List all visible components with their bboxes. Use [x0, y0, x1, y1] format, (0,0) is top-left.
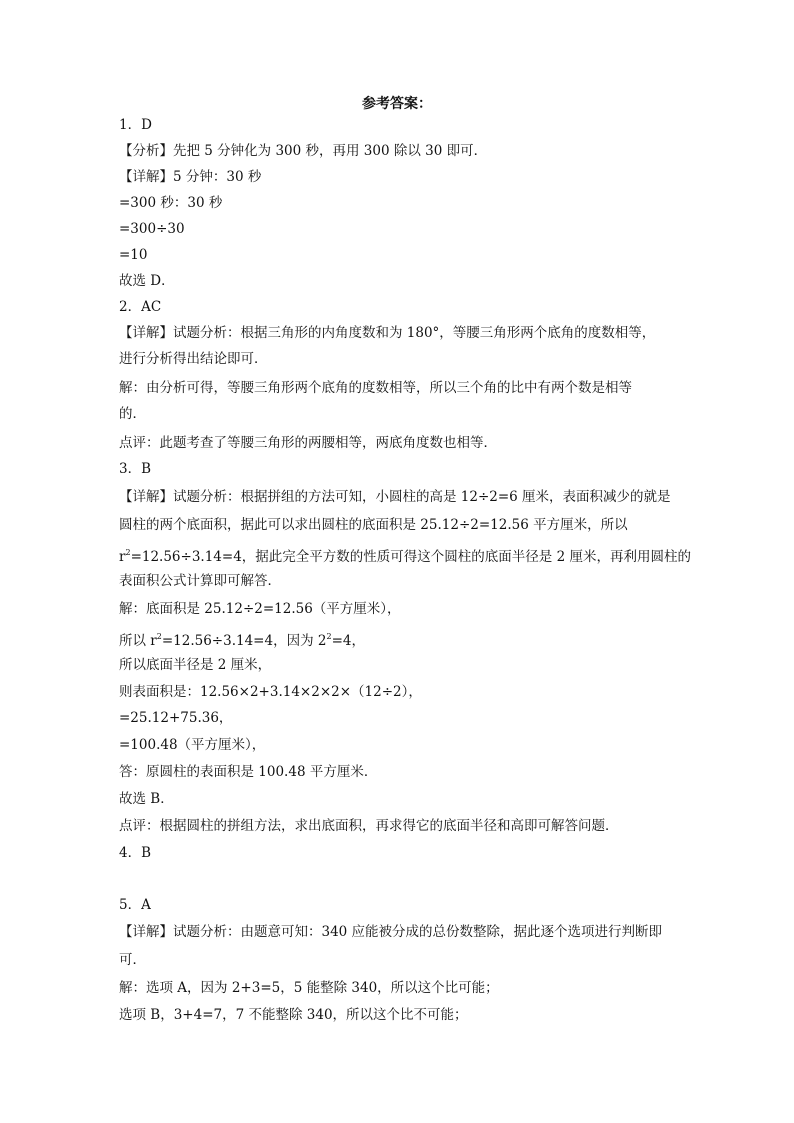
analysis-text: 【分析】先把 5 分钟化为 300 秒，再用 300 除以 30 即可．: [119, 143, 488, 159]
solution-text: 解：选项 A，因为 2+3=5，5 能整除 340，所以这个比可能；: [119, 980, 499, 996]
solution-text: [119, 626, 689, 652]
solution-text: 【详解】试题分析：根据三角形的内角度数和为 180°，等腰三角形两个底角的度数相等，: [119, 325, 656, 341]
solution-text: 解：底面积是 25.12÷2=12.56（平方厘米），: [119, 601, 401, 617]
superscript: 2: [326, 632, 332, 641]
solution-text: 的．: [119, 406, 146, 422]
solution-text: 圆柱的两个底面积，据此可以求出圆柱的底面积是 25.12÷2=12.56 平方厘米，所以: [119, 517, 628, 533]
choice-text: 故选 D．: [119, 273, 175, 289]
answer-number: 2．AC: [119, 299, 162, 315]
solution-text-part: =12.56÷3.14=4，因为 2: [161, 633, 327, 649]
solution-text: 解：由分析可得，等腰三角形两个底角的度数相等，所以三个角的比中有两个数是相等: [119, 380, 632, 396]
solution-text-part: 所以 r: [119, 633, 157, 649]
equation-line: =300 秒：30 秒: [119, 195, 223, 211]
solution-text: 表面积公式计算即可解答．: [119, 573, 281, 589]
solution-text: 可．: [119, 952, 146, 968]
solution-text: 选项 B，3+4=7，7 不能整除 340，所以这个比不可能；: [119, 1007, 468, 1023]
solution-text: 所以底面半径是 2 厘米，: [119, 657, 272, 673]
equation-line: 则表面积是：12.56×2+3.14×2×2×（12÷2），: [119, 684, 422, 700]
solution-text: 【详解】试题分析：根据拼组的方法可知，小圆柱的高是 12÷2=6 厘米，表面积减少的就是: [119, 489, 671, 505]
equation-line: =25.12+75.36，: [119, 710, 233, 726]
answer-text: 答：原圆柱的表面积是 100.48 平方厘米．: [119, 764, 378, 780]
equation-line: =100.48（平方厘米），: [119, 737, 266, 753]
comment-text: 点评：此题考查了等腰三角形的两腰相等，两底角度数也相等．: [119, 435, 497, 451]
variable-r: r: [119, 549, 126, 565]
solution-text: 【详解】5 分钟：30 秒: [119, 169, 262, 185]
solution-text-part: =4，: [331, 633, 365, 649]
solution-text: [119, 542, 689, 568]
equation-line: =300÷30: [119, 221, 185, 237]
page-title: 参考答案：: [362, 96, 432, 112]
choice-text: 故选 B．: [119, 791, 174, 807]
solution-text: 【详解】试题分析：由题意可知：340 应能被分成的总份数整除，据此逐个选项进行判断即: [119, 924, 663, 940]
superscript: 2: [156, 632, 162, 641]
answer-number: 3．B: [119, 461, 152, 477]
superscript: 2: [125, 548, 131, 557]
comment-text: 点评：根据圆柱的拼组方法，求出底面积，再求得它的底面半径和高即可解答问题．: [119, 818, 619, 834]
answer-number: 5．A: [119, 897, 151, 913]
answer-number: 1．D: [119, 117, 152, 133]
solution-text-rest: =12.56÷3.14=4，据此完全平方数的性质可得这个圆柱的底面半径是 2 厘米，再利用圆柱的: [130, 549, 691, 565]
solution-text: 进行分析得出结论即可．: [119, 351, 268, 367]
equation-line: =10: [119, 247, 148, 263]
answer-number: 4．B: [119, 845, 152, 861]
